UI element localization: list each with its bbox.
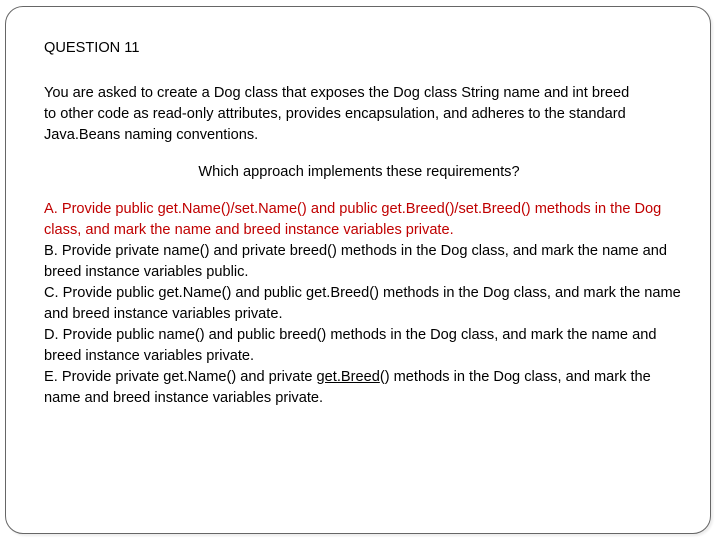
option-e-before: E. Provide private get.Name() and private [44,369,317,385]
option-b: B. Provide private name() and private breed() methods in the Dog class, and mark the name and breed instance variables public. [44,243,667,280]
question-heading [44,38,684,59]
question-content [44,38,684,409]
option-e [44,367,684,409]
option-d: D. Provide public name() and public breed() methods in the Dog class, and mark the name and breed instance variables private. [44,327,657,364]
question-number: 11 [124,40,140,56]
option-a: A. Provide public get.Name()/set.Name() and public get.Breed()/set.Breed() methods in the Dog class, and mark the name and breed instance variables private. [44,201,662,238]
question-stem: You are asked to create a Dog class that exposes the Dog class String name and int breed to other code as read-only attributes, provides encapsulation, and adheres to the standard Java.Beans naming conventions. [44,85,630,143]
option-e-after: () methods in the Dog class, and mark the name and breed instance variables private. [44,369,651,406]
option-c: C. Provide public get.Name() and public get.Breed() methods in the Dog class, and mark the name and breed instance variables private. [44,285,681,322]
question-prompt: Which approach implements these requirements? [198,164,520,180]
question-label: QUESTION [44,40,121,56]
option-e-underlined: get.Breed [316,369,380,385]
